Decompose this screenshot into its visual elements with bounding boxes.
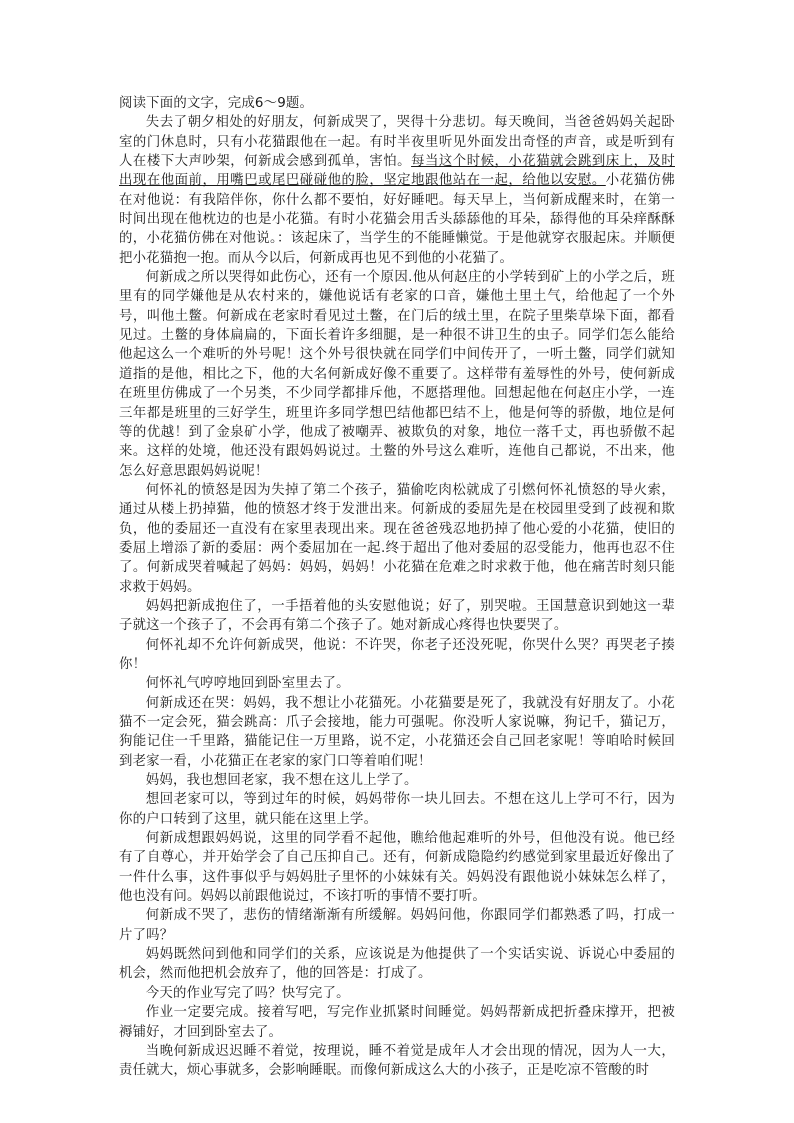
paragraph-11: 何新成不哭了，悲伤的情绪渐渐有所缓解。妈妈问他，你跟同学们都熟悉了吗，打成一片了吗？ bbox=[119, 908, 675, 943]
paragraph-1 bbox=[119, 113, 675, 268]
paragraph-3: 何怀礼的愤怒是因为失掉了第二个孩子，猫偷吃肉松就成了引燃何怀礼愤怒的导火索，通过从楼上扔掉猫，他的愤怒才终于发泄出来。何新成的委屈先是在校园里受到了歧视和欺负，他的委屈还一直没有在家里表现出来。现在爸爸残忍地扔掉了他心爱的小花猫，使旧的委屈上增添了新的委屈：两个委屈加在一起.终于超出了他对委屈的忍受能力，他再也忍不住了。何新成哭着喊起了妈妈：妈妈，妈妈！小花猫在危难之时求救于他，他在痛苦时刻只能求救于妈妈。 bbox=[119, 482, 675, 595]
paragraph-4: 妈妈把新成抱住了，一手捂着他的头安慰他说；好了，别哭啦。王国慧意识到她这一辈子就这一个孩子了，不会再有第二个孩子了。她对新成心疼得也快要哭了。 bbox=[119, 598, 675, 634]
paragraph-2: 何新成之所以哭得如此伤心，还有一个原因.他从何赵庄的小学转到矿上的小学之后，班里有的同学嫌他是从农村来的，嫌他说话有老家的口音，嫌他土里土气，给他起了一个外号，叫他土鳖。何新成在老家时看见过土鳖，在门后的绒土里，在院子里柴草垛下面，都看见过。土鳖的身体扁扁的，下面长着许多细腿，是一种很不讲卫生的虫子。同学们怎么能给他起这么一个难听的外号呢！这个外号很快就在同学们中间传开了，一听土鳖，同学们就知道指的是他，相比之下，他的大名何新成好像不重要了。这样带有羞辱性的外号，使何新成在班里仿佛成了一个另类，不少同学都排斥他，不愿搭理他。回想起他在何赵庄小学，一连三年都是班里的三好学生，班里许多同学想巴结他都巴结不上，他是何等的骄傲，地位是何等的优越！到了金泉矿小学，他成了被嘲弄、被欺负的对象，地位一落千丈，再也骄傲不起来。这样的处境，他还没有跟妈妈说过。土鳖的外号这么难听，连他自己都说，不出来，他怎么好意思跟妈妈说呢！ bbox=[119, 270, 675, 479]
paragraph-13: 今天的作业写完了吗？快写完了。 bbox=[145, 985, 350, 1001]
reading-instruction: 阅读下面的文字，完成6～9题。 bbox=[119, 96, 314, 111]
paragraph-12: 妈妈既然问到他和同学们的关系，应该说是为他提供了一个实话实说、诉说心中委屈的机会，然而他把机会放弃了，他的回答是：打成了。 bbox=[119, 947, 675, 982]
paragraph-6: 何怀礼气哼哼地回到卧室里去了。 bbox=[145, 676, 350, 692]
paragraph-1-text-a: 失去了朝夕相处的好朋友，何新成哭了，哭得十分悲切。每天晚间，当爸爸妈妈关起卧室的门休息时，只有小花猫跟他在一起。有时半夜里听见外面发出奇怪的声音，或是听到有人在楼下大声吵架，何新成会感到孤单，害怕。 bbox=[119, 115, 675, 170]
paragraph-14: 作业一定要完成。接着写吧，写完作业抓紧时间睡觉。妈妈帮新成把折叠床撑开，把被褥铺好，才回到卧室去了。 bbox=[119, 1005, 675, 1040]
paragraph-10: 何新成想跟妈妈说，这里的同学看不起他，瞧给他起难听的外号，但他没有说。他已经有了自尊心，并开始学会了自己压抑自己。还有，何新成隐隐约约感觉到家里最近好像出了一件什么事，这件事似乎与妈妈肚子里怀的小妹妹有关。妈妈没有跟他说小妹妹怎么样了，他也没有问。妈妈以前跟他说过，不该打听的事情不要打听。 bbox=[119, 831, 675, 905]
paragraph-9: 想回老家可以，等到过年的时候，妈妈带你一块儿回去。不想在这儿上学可不行，因为你的户口转到了这里，就只能在这里上学。 bbox=[119, 792, 675, 827]
paragraph-15: 当晚何新成迟迟睡不着觉，按理说，睡不着觉是成年人才会出现的情况，因为人一大，责任就大，烦心事就多，会影响睡眠。而像何新成这么大的小孩子，正是吃凉不管酸的时 bbox=[119, 1043, 675, 1079]
paragraph-1-text-b: 小花猫仿佛在对他说：有我陪伴你，你什么都不要怕，好好睡吧。每天早上，当何新成醒来时，在第一时间出现在他枕边的也是小花猫。有时小花猫会用舌头舔舔他的耳朵，舔得他的耳朵痒酥酥的，小花猫仿佛在对他说。：该起床了，当学生的不能睡懒觉。于是他就穿衣服起床。并顺便把小花猫抱一抱。而从今以后，何新成再也见不到他的小花猫了。 bbox=[119, 173, 676, 266]
paragraph-5: 何怀礼却不允许何新成哭，他说：不许哭，你老子还没死呢，你哭什么哭？再哭老子揍你！ bbox=[119, 637, 675, 672]
paragraph-8: 妈妈，我也想回老家，我不想在这儿上学了。 bbox=[145, 773, 418, 789]
underlined-sentence: 每当这个时候，小花猫就会跳到床上，及时出现在他面前，用嘴巴或尾巴碰碰他的脸，坚定地跟他站在一起，给他以安慰。 bbox=[119, 154, 675, 189]
paragraph-7: 何新成还在哭：妈妈，我不想让小花猫死。小花猫要是死了，我就没有好朋友了。小花猫不一定会死，猫会跳高：爪子会接地，能力可强呢。你没听人家说嘛，狗记千，猫记万，狗能记住一千里路，猫能记住一万里路，说不定，小花猫还会自己回老家呢！等咱哈时候回到老家一看，小花猫正在老家的家门口等着咱们呢！ bbox=[119, 695, 675, 769]
